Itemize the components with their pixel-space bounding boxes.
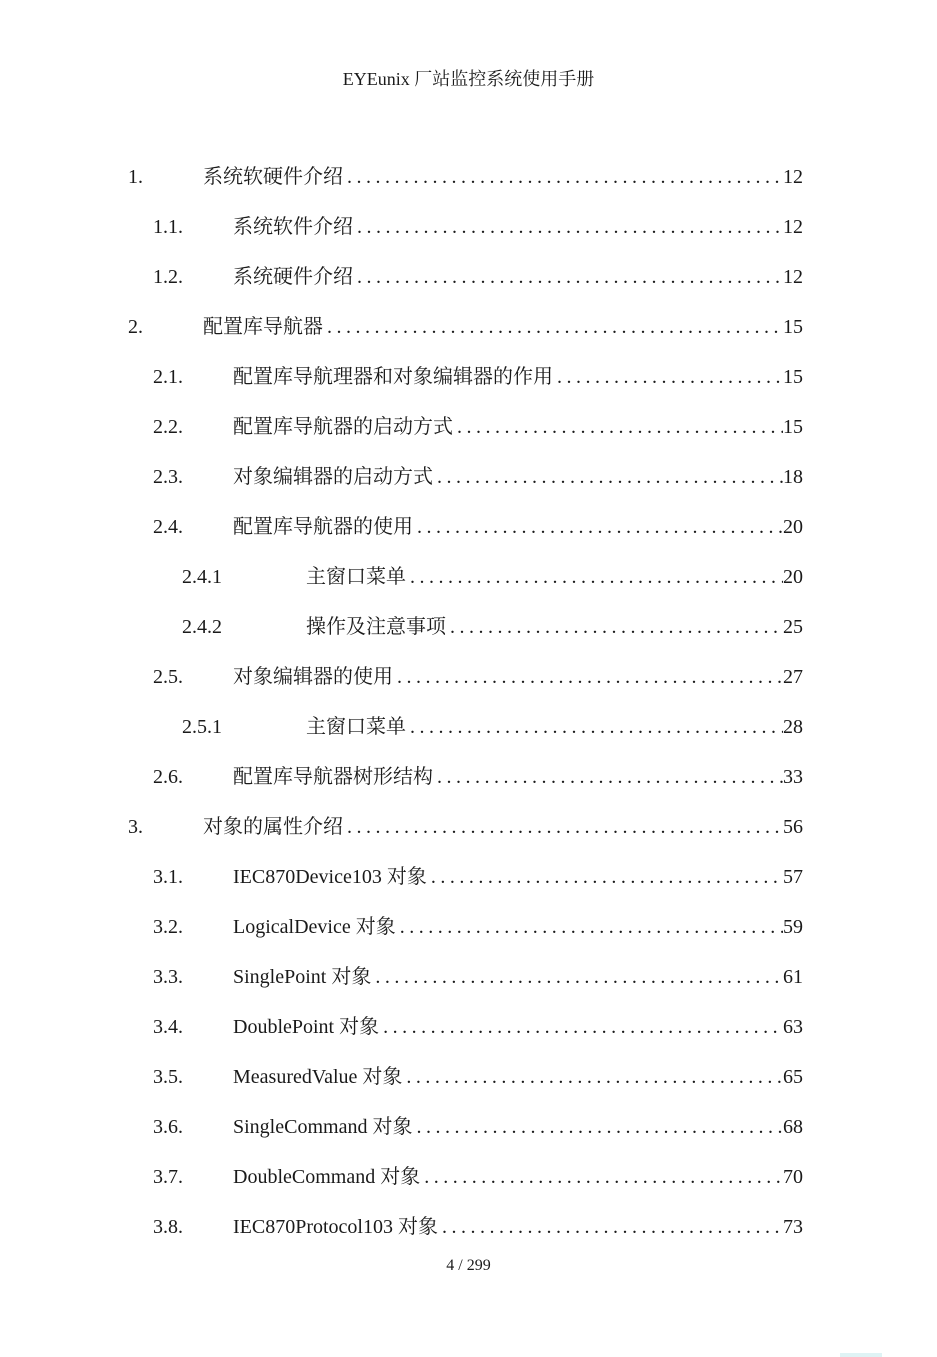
toc-entry-number: 3.2. — [153, 916, 183, 938]
toc-entry[interactable] — [153, 915, 803, 965]
toc-entry-number: 2.5.1 — [182, 716, 222, 738]
toc-entry-number: 2. — [128, 316, 143, 338]
toc-dot-leader — [353, 215, 783, 239]
toc-entry-title: 系统硬件介绍 — [233, 266, 353, 288]
toc-dot-leader — [343, 165, 783, 189]
toc-entry-title: SinglePoint 对象 — [233, 966, 372, 988]
document-title: EYEunix 厂站监控系统使用手册 — [342, 69, 595, 89]
toc-entry-title: 主窗口菜单 — [306, 566, 406, 588]
toc-entry-page: 59 — [783, 916, 803, 938]
toc-dot-leader — [343, 815, 783, 839]
toc-entry[interactable] — [153, 865, 803, 915]
toc-entry-title: DoublePoint 对象 — [233, 1016, 380, 1038]
toc-dot-leader — [393, 665, 783, 689]
toc-dot-leader — [323, 315, 783, 339]
toc-dot-leader — [427, 865, 783, 889]
toc-entry-title: 配置库导航器 — [203, 316, 323, 338]
toc-entry-number: 2.5. — [153, 666, 183, 688]
toc-dot-leader — [406, 715, 783, 739]
toc-entry-number: 2.3. — [153, 466, 183, 488]
toc-entry-page: 12 — [783, 166, 803, 188]
toc-entry-title: 系统软件介绍 — [233, 216, 353, 238]
toc-dot-leader — [420, 1165, 783, 1189]
toc-entry-page: 15 — [783, 316, 803, 338]
toc-entry[interactable] — [128, 165, 803, 215]
toc-dot-leader — [446, 615, 783, 639]
toc-dot-leader — [553, 365, 783, 389]
toc-entry[interactable] — [128, 315, 803, 365]
toc-entry-number: 3.1. — [153, 866, 183, 888]
toc-dot-leader — [406, 565, 783, 589]
toc-entry-title: 操作及注意事项 — [306, 616, 446, 638]
toc-entry-number: 3.8. — [153, 1216, 183, 1238]
toc-entry[interactable] — [153, 415, 803, 465]
toc-entry-page: 56 — [783, 816, 803, 838]
toc-entry-title: 配置库导航器的使用 — [233, 516, 413, 538]
toc-dot-leader — [438, 1215, 783, 1239]
toc-dot-leader — [433, 465, 783, 489]
toc-entry-title: LogicalDevice 对象 — [233, 916, 396, 938]
toc-entry-title: IEC870Protocol103 对象 — [233, 1216, 438, 1238]
toc-dot-leader — [379, 1015, 783, 1039]
toc-entry-page: 27 — [783, 666, 803, 688]
toc-entry-number: 2.4.1 — [182, 566, 222, 588]
toc-entry[interactable] — [182, 615, 803, 665]
toc-entry[interactable] — [153, 965, 803, 1015]
toc-entry-title: 配置库导航器树形结构 — [233, 766, 433, 788]
toc-entry-page: 63 — [783, 1016, 803, 1038]
toc-entry-page: 12 — [783, 266, 803, 288]
toc-entry-number: 3.5. — [153, 1066, 183, 1088]
toc-entry-page: 28 — [783, 716, 803, 738]
toc-entry[interactable] — [153, 665, 803, 715]
toc-entry-number: 1.1. — [153, 216, 183, 238]
toc-dot-leader — [433, 765, 783, 789]
toc-entry-page: 70 — [783, 1166, 803, 1188]
toc-entry-title: 对象编辑器的使用 — [233, 666, 393, 688]
toc-entry[interactable] — [153, 1065, 803, 1115]
toc-entry-page: 18 — [783, 466, 803, 488]
toc-entry-page: 15 — [783, 416, 803, 438]
toc-entry-number: 2.4. — [153, 516, 183, 538]
toc-entry-number: 2.6. — [153, 766, 183, 788]
toc-entry[interactable] — [153, 265, 803, 315]
toc-entry-title: DoubleCommand 对象 — [233, 1166, 421, 1188]
toc-dot-leader — [412, 1115, 783, 1139]
toc-entry-page: 33 — [783, 766, 803, 788]
toc-dot-leader — [353, 265, 783, 289]
table-of-contents — [128, 165, 803, 1265]
toc-entry[interactable] — [153, 1115, 803, 1165]
toc-entry-title: 系统软硬件介绍 — [203, 166, 343, 188]
toc-dot-leader — [453, 415, 783, 439]
toc-entry-title: MeasuredValue 对象 — [233, 1066, 403, 1088]
toc-entry-title: 对象的属性介绍 — [203, 816, 343, 838]
toc-entry-number: 2.4.2 — [182, 616, 222, 638]
toc-entry[interactable] — [153, 465, 803, 515]
toc-entry-page: 12 — [783, 216, 803, 238]
toc-entry-number: 2.1. — [153, 366, 183, 388]
toc-entry-title: SingleCommand 对象 — [233, 1116, 413, 1138]
toc-dot-leader — [402, 1065, 783, 1089]
toc-entry-page: 65 — [783, 1066, 803, 1088]
toc-entry[interactable] — [153, 1165, 803, 1215]
toc-entry[interactable] — [128, 815, 803, 865]
toc-entry-number: 1.2. — [153, 266, 183, 288]
toc-entry[interactable] — [153, 765, 803, 815]
toc-entry[interactable] — [153, 515, 803, 565]
toc-entry-title: 对象编辑器的启动方式 — [233, 466, 433, 488]
toc-entry-page: 68 — [783, 1116, 803, 1138]
toc-entry-number: 3.4. — [153, 1016, 183, 1038]
toc-entry-title: IEC870Device103 对象 — [233, 866, 427, 888]
toc-entry[interactable] — [153, 365, 803, 415]
toc-dot-leader — [413, 515, 783, 539]
toc-entry-page: 73 — [783, 1216, 803, 1238]
toc-entry-title: 配置库导航器的启动方式 — [233, 416, 453, 438]
toc-entry-page: 15 — [783, 366, 803, 388]
toc-entry-page: 20 — [783, 566, 803, 588]
toc-entry-title: 主窗口菜单 — [306, 716, 406, 738]
toc-entry-number: 3.7. — [153, 1166, 183, 1188]
toc-entry[interactable] — [182, 715, 803, 765]
toc-dot-leader — [371, 965, 783, 989]
toc-entry-number: 3.6. — [153, 1116, 183, 1138]
toc-entry-page: 25 — [783, 616, 803, 638]
toc-entry[interactable] — [182, 565, 803, 615]
toc-entry-number: 3. — [128, 816, 143, 838]
toc-entry[interactable] — [153, 215, 803, 265]
page-edge-artifact — [840, 1353, 882, 1357]
toc-dot-leader — [396, 915, 783, 939]
toc-entry-number: 1. — [128, 166, 143, 188]
toc-entry-page: 61 — [783, 966, 803, 988]
toc-entry[interactable] — [153, 1015, 803, 1065]
page-number-indicator: 4 / 299 — [446, 1257, 491, 1274]
toc-entry-page: 20 — [783, 516, 803, 538]
toc-entry-title: 配置库导航理器和对象编辑器的作用 — [233, 366, 553, 388]
toc-entry-number: 2.2. — [153, 416, 183, 438]
toc-entry-number: 3.3. — [153, 966, 183, 988]
toc-entry-page: 57 — [783, 866, 803, 888]
